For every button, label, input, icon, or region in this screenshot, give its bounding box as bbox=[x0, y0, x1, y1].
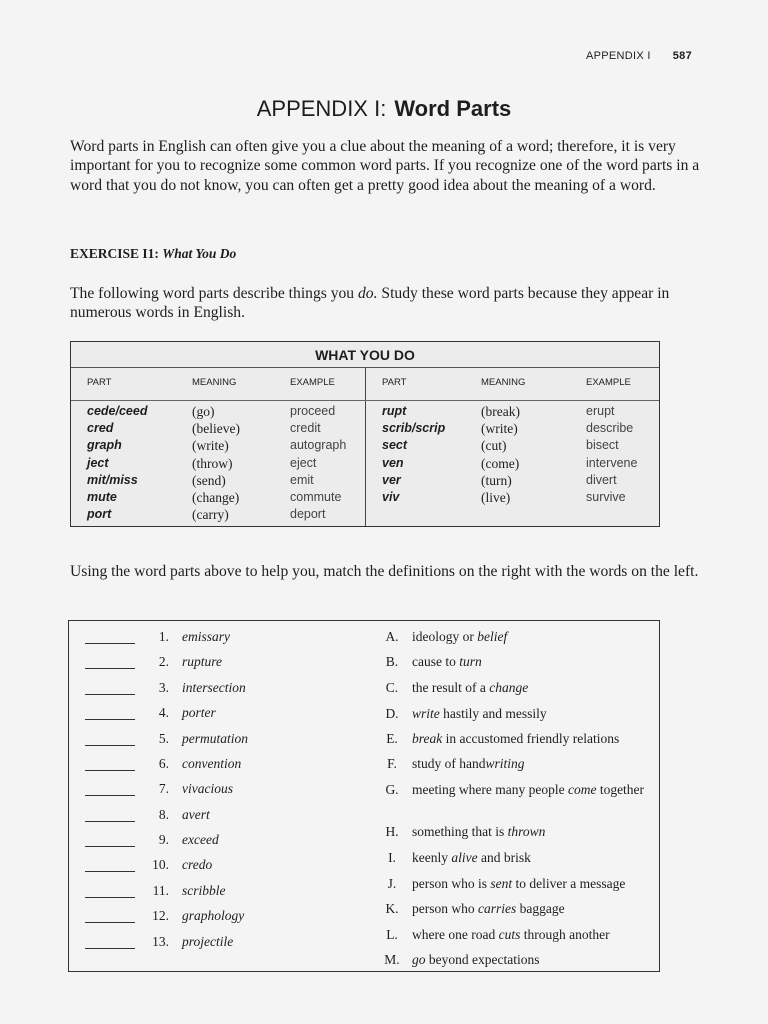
word-part: rupt bbox=[382, 404, 407, 418]
part-meaning: (change) bbox=[192, 490, 240, 506]
definition-text: the result of a change bbox=[412, 680, 529, 695]
definition-letter: I. bbox=[388, 850, 396, 865]
matching-exercise bbox=[68, 620, 660, 972]
item-word: credo bbox=[182, 857, 213, 872]
definition-letter: C. bbox=[385, 680, 399, 695]
definition-letter: D. bbox=[385, 706, 399, 721]
definition-letter: H. bbox=[385, 824, 399, 839]
left-examples-column bbox=[290, 403, 346, 523]
part-example: deport bbox=[290, 507, 326, 522]
item-word: rupture bbox=[182, 654, 222, 669]
part-meaning: (write) bbox=[192, 438, 229, 454]
exercise-label: EXERCISE I1: bbox=[70, 246, 159, 261]
answer-blank[interactable] bbox=[85, 948, 135, 949]
definition-text: person who is sent to deliver a message bbox=[412, 876, 626, 891]
definition-text: ideology or belief bbox=[412, 629, 508, 644]
item-word: intersection bbox=[182, 680, 246, 695]
part-meaning: (send) bbox=[192, 472, 226, 488]
part-meaning: (go) bbox=[192, 404, 215, 419]
item-number: 9. bbox=[158, 832, 169, 847]
part-example: divert bbox=[586, 472, 617, 487]
part-meaning: (believe) bbox=[192, 421, 240, 437]
word-part: ver bbox=[382, 472, 401, 487]
definition-text: keenly alive and brisk bbox=[412, 850, 531, 865]
part-example: eject bbox=[290, 455, 317, 470]
exercise-subtitle: What You Do bbox=[162, 246, 237, 261]
para1-emphasis: do. bbox=[358, 285, 378, 302]
definition-letter: A. bbox=[385, 629, 399, 644]
exercise-heading bbox=[70, 246, 236, 262]
left-parts-column bbox=[87, 403, 147, 523]
item-word: emissary bbox=[182, 629, 230, 644]
item-word: graphology bbox=[182, 908, 245, 923]
right-parts-column bbox=[382, 403, 445, 506]
definition-text: go beyond expectations bbox=[412, 952, 540, 967]
definition-letter: B. bbox=[385, 654, 399, 669]
item-number: 7. bbox=[158, 781, 169, 796]
answer-blank[interactable] bbox=[85, 694, 135, 695]
word-part: ject bbox=[87, 455, 109, 470]
item-number: 4. bbox=[158, 705, 169, 720]
definition-letter: J. bbox=[387, 876, 397, 891]
definition-text: something that is thrown bbox=[412, 824, 546, 839]
right-examples-column bbox=[586, 403, 637, 506]
answer-blank[interactable] bbox=[85, 643, 135, 644]
header-example-left: EXAMPLE bbox=[290, 377, 335, 388]
table-column-divider bbox=[365, 368, 366, 526]
item-number: 8. bbox=[158, 807, 169, 822]
running-title: APPENDIX I bbox=[585, 50, 651, 62]
header-rule bbox=[71, 400, 659, 401]
word-part: cred bbox=[87, 421, 114, 436]
title-prefix: APPENDIX I: bbox=[256, 96, 387, 121]
part-example: describe bbox=[586, 421, 634, 436]
part-meaning: (carry) bbox=[192, 507, 229, 523]
title-main: Word Parts bbox=[394, 96, 512, 121]
instruction-paragraph-2: Using the word parts above to help you, match the definitions on the right with the words on the left. bbox=[70, 563, 699, 580]
item-word: convention bbox=[182, 756, 242, 771]
answer-blank[interactable] bbox=[85, 770, 135, 771]
word-part: mute bbox=[87, 490, 117, 505]
item-number: 10. bbox=[152, 857, 169, 872]
page-title bbox=[0, 96, 768, 122]
item-number: 2. bbox=[158, 654, 169, 669]
definition-text: study of handwriting bbox=[412, 756, 525, 771]
definition-letter: L. bbox=[386, 927, 398, 942]
definition-letter: E. bbox=[386, 731, 398, 746]
part-meaning: (break) bbox=[481, 404, 520, 419]
answer-blank[interactable] bbox=[85, 922, 135, 923]
header-meaning-right: MEANING bbox=[481, 377, 526, 388]
answer-blank[interactable] bbox=[85, 897, 135, 898]
definition-letter: F. bbox=[387, 756, 397, 771]
part-meaning: (cut) bbox=[481, 438, 507, 454]
header-example-right: EXAMPLE bbox=[586, 377, 631, 388]
part-meaning: (turn) bbox=[481, 472, 512, 488]
page-number: 587 bbox=[672, 50, 692, 62]
item-number: 1. bbox=[158, 629, 169, 644]
header-meaning-left: MEANING bbox=[192, 377, 237, 388]
definition-text: break in accustomed friendly relations bbox=[412, 731, 620, 746]
word-part: port bbox=[87, 507, 112, 522]
word-part: ven bbox=[382, 455, 404, 470]
part-example: commute bbox=[290, 490, 342, 505]
left-meanings-column bbox=[192, 403, 240, 523]
part-example: erupt bbox=[586, 404, 615, 418]
part-meaning: (write) bbox=[481, 421, 518, 437]
part-meaning: (throw) bbox=[192, 455, 233, 471]
intro-paragraph: Word parts in English can often give you a clue about the meaning of a word; therefore, it is very important for you to recognize some common word parts. If you recognize one of the word parts in a word that you do not know, you can often get a pretty good idea about the meaning of a word. bbox=[70, 138, 700, 194]
answer-blank[interactable] bbox=[85, 719, 135, 720]
part-example: intervene bbox=[586, 455, 638, 470]
item-number: 12. bbox=[152, 908, 169, 923]
definition-text: write hastily and messily bbox=[412, 706, 547, 721]
word-part: graph bbox=[87, 438, 122, 453]
item-word: exceed bbox=[182, 832, 219, 847]
item-number: 3. bbox=[158, 680, 169, 695]
item-word: avert bbox=[182, 807, 210, 822]
definition-text: cause to turn bbox=[412, 654, 482, 669]
item-word: vivacious bbox=[182, 781, 233, 796]
item-number: 5. bbox=[158, 731, 169, 746]
para1-after: Study these word parts because they appear in numerous words in English. bbox=[70, 285, 670, 322]
item-word: scribble bbox=[182, 883, 226, 898]
word-part: sect bbox=[382, 438, 408, 453]
item-number: 6. bbox=[158, 756, 169, 771]
item-word: projectile bbox=[182, 934, 234, 949]
right-meanings-column bbox=[481, 403, 520, 506]
item-number: 11. bbox=[152, 883, 169, 898]
word-part: scrib/scrip bbox=[382, 421, 446, 436]
part-example: survive bbox=[586, 490, 626, 505]
part-example: bisect bbox=[586, 438, 619, 453]
definition-text: meeting where many people come together bbox=[412, 782, 645, 797]
answer-blank[interactable] bbox=[85, 745, 135, 746]
instruction-paragraph-1 bbox=[70, 284, 700, 323]
item-word: permutation bbox=[182, 731, 248, 746]
running-head bbox=[586, 50, 692, 62]
part-example: credit bbox=[290, 421, 321, 436]
definition-letter: G. bbox=[385, 782, 399, 797]
part-meaning: (come) bbox=[481, 455, 520, 471]
answer-blank[interactable] bbox=[85, 821, 135, 822]
table-title: WHAT YOU DO bbox=[71, 342, 659, 368]
definition-text: where one road cuts through another bbox=[412, 927, 610, 942]
answer-blank[interactable] bbox=[85, 795, 135, 796]
part-example: emit bbox=[290, 472, 314, 487]
definition-letter: K. bbox=[385, 901, 399, 916]
header-part-right: PART bbox=[382, 377, 407, 388]
part-example: autograph bbox=[290, 438, 347, 453]
definition-text: person who carries baggage bbox=[412, 901, 565, 916]
word-part: mit/miss bbox=[87, 472, 138, 487]
para1-before: The following word parts describe things you bbox=[70, 285, 358, 302]
word-parts-table bbox=[70, 341, 660, 527]
answer-blank[interactable] bbox=[85, 871, 135, 872]
word-part: cede/ceed bbox=[87, 404, 148, 418]
part-meaning: (live) bbox=[481, 490, 511, 506]
header-part-left: PART bbox=[87, 377, 112, 388]
answer-blank[interactable] bbox=[85, 846, 135, 847]
part-example: proceed bbox=[290, 404, 336, 418]
item-number: 13. bbox=[152, 934, 169, 949]
answer-blank[interactable] bbox=[85, 668, 135, 669]
word-part: viv bbox=[382, 490, 400, 505]
item-word: porter bbox=[182, 705, 216, 720]
definition-letter: M. bbox=[384, 952, 400, 967]
